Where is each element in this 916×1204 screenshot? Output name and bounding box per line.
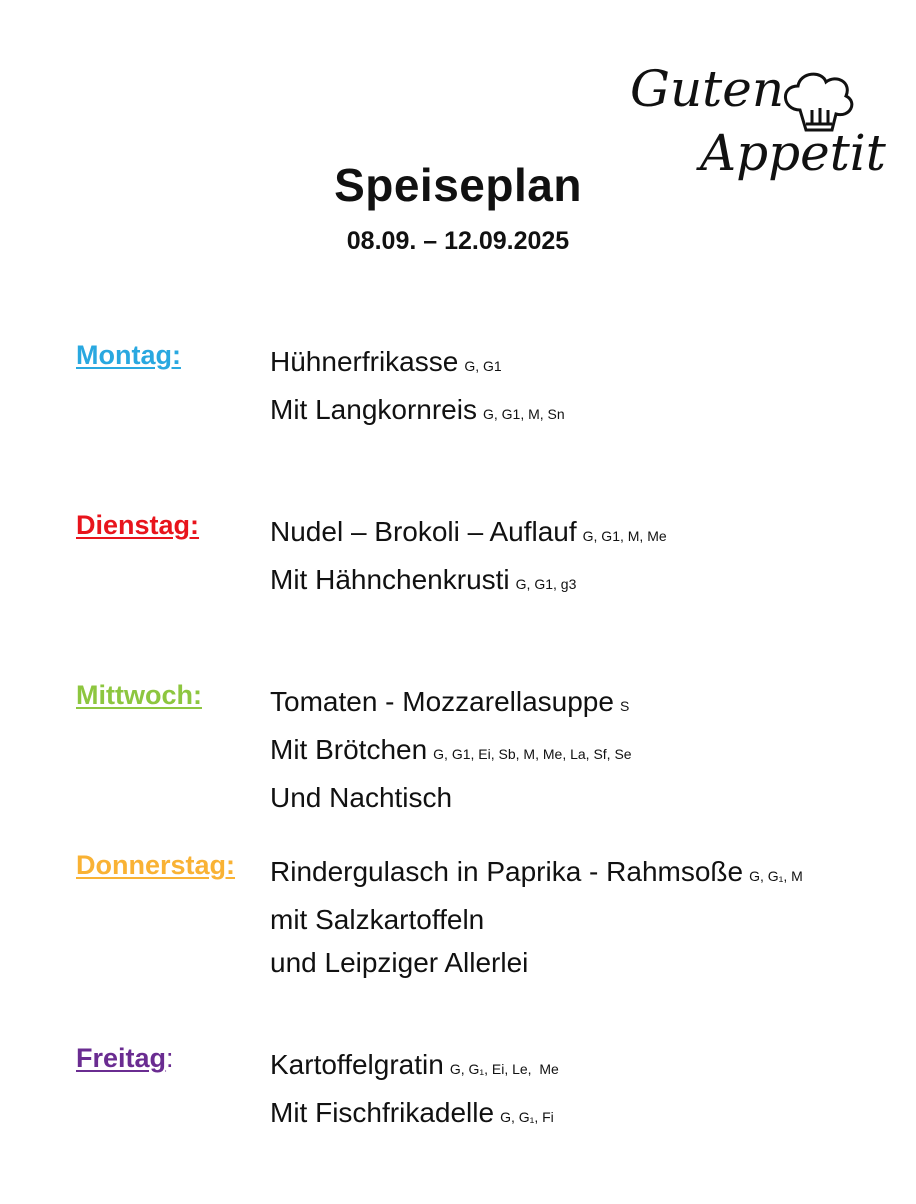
dish-list-montag [270, 340, 890, 436]
dish-item [270, 776, 890, 819]
dish-name: Und Nachtisch [270, 782, 453, 813]
logo-text-appetit: Appetit [700, 124, 886, 182]
date-range: 08.09. – 12.09.2025 [346, 227, 570, 255]
dish-name: und Leipziger Allerlei [270, 947, 529, 978]
dish-name: Kartoffelgratin [270, 1049, 444, 1080]
dish-item [270, 388, 890, 436]
allergen-codes: G, G1 [464, 358, 502, 374]
day-label-text: Freitag [76, 1043, 167, 1073]
day-label-freitag [76, 1043, 174, 1074]
allergen-codes: G, G₁, M [749, 868, 803, 884]
dish-item [270, 1091, 890, 1139]
chef-hat-icon [785, 74, 851, 130]
dish-name: mit Salzkartoffeln [270, 904, 485, 935]
dish-item [270, 680, 890, 728]
dish-item [270, 728, 890, 776]
dish-item [270, 510, 890, 558]
page-title: Speiseplan [334, 159, 582, 211]
dish-name: Mit Fischfrikadelle [270, 1097, 495, 1128]
allergen-codes: G, G1, g3 [515, 576, 577, 592]
day-label-mittwoch: Mittwoch: [76, 680, 202, 710]
dish-name: Mit Brötchen [270, 734, 428, 765]
allergen-codes: G, G1, M, Me [582, 528, 667, 544]
logo-text-guten: Guten [630, 60, 785, 118]
allergen-codes: G, G1, Ei, Sb, M, Me, La, Sf, Se [433, 746, 632, 762]
dish-item [270, 558, 890, 606]
dish-item [270, 340, 890, 388]
day-label-donnerstag: Donnerstag: [76, 850, 236, 880]
dish-name: Hühnerfrikasse [270, 346, 459, 377]
dish-item [270, 1043, 890, 1091]
dish-item [270, 850, 870, 898]
dish-name: Mit Langkornreis [270, 394, 477, 425]
allergen-codes: S [619, 698, 630, 714]
dish-list-dienstag [270, 510, 890, 606]
dish-list-mittwoch [270, 680, 890, 819]
dish-item [270, 898, 890, 941]
dish-name: Tomaten - Mozzarellasuppe [270, 686, 614, 717]
allergen-codes: G, G₁, Ei, Le, Me [449, 1061, 559, 1077]
day-label-dienstag: Dienstag: [76, 510, 200, 540]
dish-list-freitag [270, 1043, 890, 1139]
allergen-codes: G, G1, M, Sn [482, 406, 565, 422]
dish-item [270, 941, 890, 984]
day-label-colon: : [166, 1043, 174, 1073]
dish-name: Rindergulasch in Paprika - Rahmsoße [270, 856, 744, 887]
dish-name: Mit Hähnchenkrusti [270, 564, 510, 595]
allergen-codes: G, G₁, Fi [500, 1109, 554, 1125]
dish-list-donnerstag [270, 850, 890, 984]
dish-name: Nudel – Brokoli – Auflauf [270, 516, 577, 547]
day-label-montag: Montag: [76, 340, 181, 370]
